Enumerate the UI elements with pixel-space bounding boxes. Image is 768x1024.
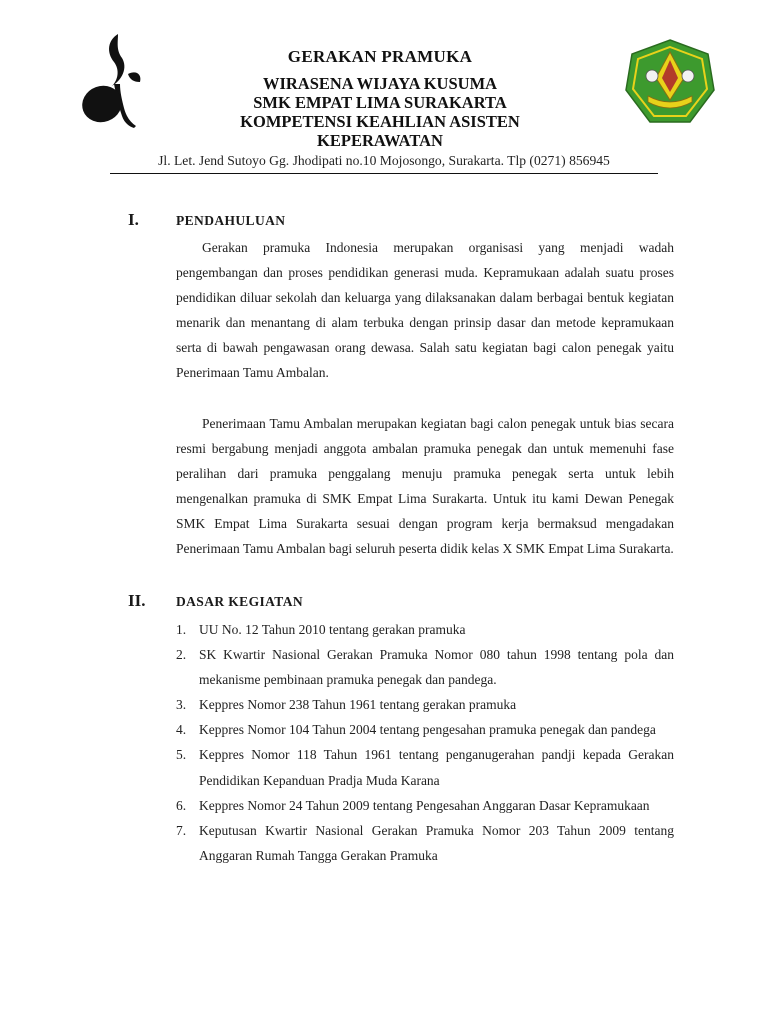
list-number: 3. [176,697,187,713]
list-number: 2. [176,647,187,663]
list-item [176,793,674,818]
section-number: I. [128,210,139,229]
section-number: II. [128,591,146,610]
list-item [176,818,674,868]
letterhead [200,46,560,150]
org-title: GERAKAN PRAMUKA [287,47,473,66]
section-title: DASAR KEGIATAN [176,594,303,609]
list-item [176,742,674,792]
list-number: 4. [176,722,187,738]
surakarta-emblem-icon [624,38,716,126]
letterhead-divider [110,173,658,174]
list-text: Keputusan Kwartir Nasional Gerakan Pramuka Nomor 203 Tahun 2009 tentang Anggaran Rumah Tangga Gerakan Pramuka [199,822,674,863]
list-number: 5. [176,747,187,763]
list-text: SK Kwartir Nasional Gerakan Pramuka Nomor 080 tahun 1998 tentang pola dan mekanisme pembinaan pramuka penegak dan pandega. [199,647,674,688]
paragraph-text: Penerimaan Tamu Ambalan merupakan kegiatan bagi calon penegak untuk bias secara resmi bergabung menjadi anggota ambalan pramuka penegak dan untuk memenuhi fase peralihan dari pramuka penggalang menuju pramuka penegak serta untuk lebih mengenalkan pramuka di SMK Empat Lima Surakarta. Untuk itu kami Dewan Penegak SMK Empat Lima Surakarta sesuai dengan program kerja bermaksud mengadakan Penerimaan Tamu Ambalan bagi seluruh peserta didik kelas X SMK Empat Lima Surakarta. [176,416,674,557]
paragraph-text: Gerakan pramuka Indonesia merupakan organisasi yang menjadi wadah pengembangan dan proses pendidikan generasi muda. Kepramukaan adalah suatu proses pendidikan diluar sekolah dan keluarga yang dilaksanakan dalam berbagai bentuk kegiatan menarik dan menantang di alam terbuka dengan prinsip dasar dan metode kepramukaan serta di bawah pengawasan orang dewasa. Salah satu kegiatan bagi calon penegak yaitu Penerimaan Tamu Ambalan. [176,240,674,381]
list-text: Keppres Nomor 238 Tahun 1961 tentang gerakan pramuka [199,697,517,713]
program-line-1: KOMPETENSI KEAHLIAN ASISTEN [240,112,520,131]
list-item [176,642,674,692]
list-text: UU No. 12 Tahun 2010 tentang gerakan pramuka [199,622,466,637]
list-text: Keppres Nomor 104 Tahun 2004 tentang pengesahan pramuka penegak dan pandega [199,722,656,738]
list-number: 1. [176,622,187,637]
list-number: 7. [176,822,187,838]
list-text: Keppres Nomor 24 Tahun 2009 tentang Pengesahan Anggaran Dasar Kepramukaan [199,797,650,813]
list-item [176,692,674,717]
list-item [176,717,674,742]
legal-basis-list [176,617,674,868]
school-name: SMK EMPAT LIMA SURAKARTA [253,93,507,112]
paragraph [176,411,674,562]
letterhead-address: Jl. Let. Jend Sutoyo Gg. Jhodipati no.10 Mojosongo, Surakarta. Tlp (0271) 856945 [158,153,610,168]
list-number: 6. [176,797,187,813]
org-subtitle: WIRASENA WIJAYA KUSUMA [262,74,498,93]
tunas-kelapa-pramuka-icon [78,30,146,130]
list-text: Keppres Nomor 118 Tahun 1961 tentang penganugerahan pandji kepada Gerakan Pendidikan Kepanduan Pradja Muda Karana [199,747,674,788]
program-line-2: KEPERAWATAN [317,131,443,150]
list-item [176,617,674,642]
section-title: PENDAHULUAN [176,213,286,228]
paragraph [176,235,674,386]
